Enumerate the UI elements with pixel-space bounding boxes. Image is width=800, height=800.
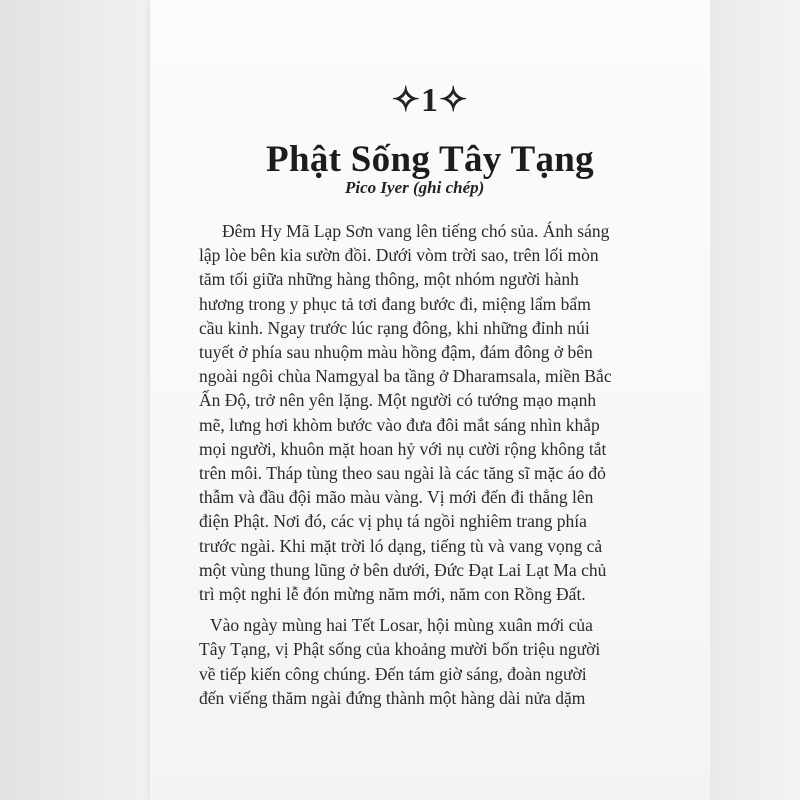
text-line: Đêm Hy Mã Lạp Sơn vang lên tiếng chó sủa. Ánh sáng — [222, 221, 610, 241]
text-line: tăm tối giữa những hàng thông, một nhóm người hành — [199, 269, 579, 290]
page-edge-right — [710, 0, 800, 800]
text-line: trì một nghi lễ đón mừng năm mới, năm con Rồng Đất. — [199, 584, 586, 605]
text-line: hương trong y phục tả tơi đang bước đi, miệng lẩm bẩm — [199, 293, 591, 314]
text-line: mọi người, khuôn mặt hoan hỷ với nụ cười rộng không tắt — [199, 438, 607, 459]
text-line: trên môi. Tháp tùng theo sau ngài là các tăng sĩ mặc áo đỏ — [199, 463, 606, 484]
facing-page-left — [0, 0, 155, 800]
chapter-title: Phật Sống Tây Tạng — [266, 139, 594, 180]
text-line: Vào ngày mùng hai Tết Losar, hội mùng xuân mới của — [210, 615, 593, 636]
text-line: ngoài ngôi chùa Namgyal ba tầng ở Dharamsala, miền Bắc — [199, 366, 612, 387]
body-text — [199, 219, 690, 717]
text-line: trước ngài. Khi mặt trời ló dạng, tiếng tù và vang vọng cả — [199, 535, 603, 556]
text-line: thẫm và đầu đội mão màu vàng. Vị mới đến đi thẳng lên — [199, 487, 594, 508]
text-line: Tây Tạng, vị Phật sống của khoảng mười bốn triệu người — [199, 639, 601, 660]
text-line: Ấn Độ, trở nên yên lặng. Một người có tướng mạo mạnh — [199, 390, 597, 411]
paragraph-2 — [199, 613, 690, 710]
text-line: điện Phật. Nơi đó, các vị phụ tá ngồi nghiêm trang phía — [199, 511, 587, 532]
paragraph-1 — [199, 219, 690, 606]
text-line: về tiếp kiến công chúng. Đến tám giờ sáng, đoàn người — [199, 663, 587, 684]
text-line: tuyết ở phía sau nhuộm màu hồng đậm, đám đông ở bên — [199, 342, 593, 363]
text-line: đến viếng thăm ngài đứng thành một hàng dài nửa dặm — [199, 687, 586, 708]
chapter-number: ✧1✧ — [391, 82, 469, 119]
chapter-byline: Pico Iyer (ghi chép) — [345, 178, 485, 197]
text-line: cầu kinh. Ngay trước lúc rạng đông, khi những đỉnh núi — [199, 317, 590, 338]
text-line: lập lòe bên kia sườn đồi. Dưới vòm trời sao, trên lối mòn — [199, 245, 599, 266]
text-line: mẽ, lưng hơi khòm bước vào đưa đôi mắt sáng nhìn khắp — [199, 414, 600, 435]
text-line: một vùng thung lũng ở bên dưới, Đức Đạt Lai Lạt Ma chủ — [199, 559, 607, 580]
